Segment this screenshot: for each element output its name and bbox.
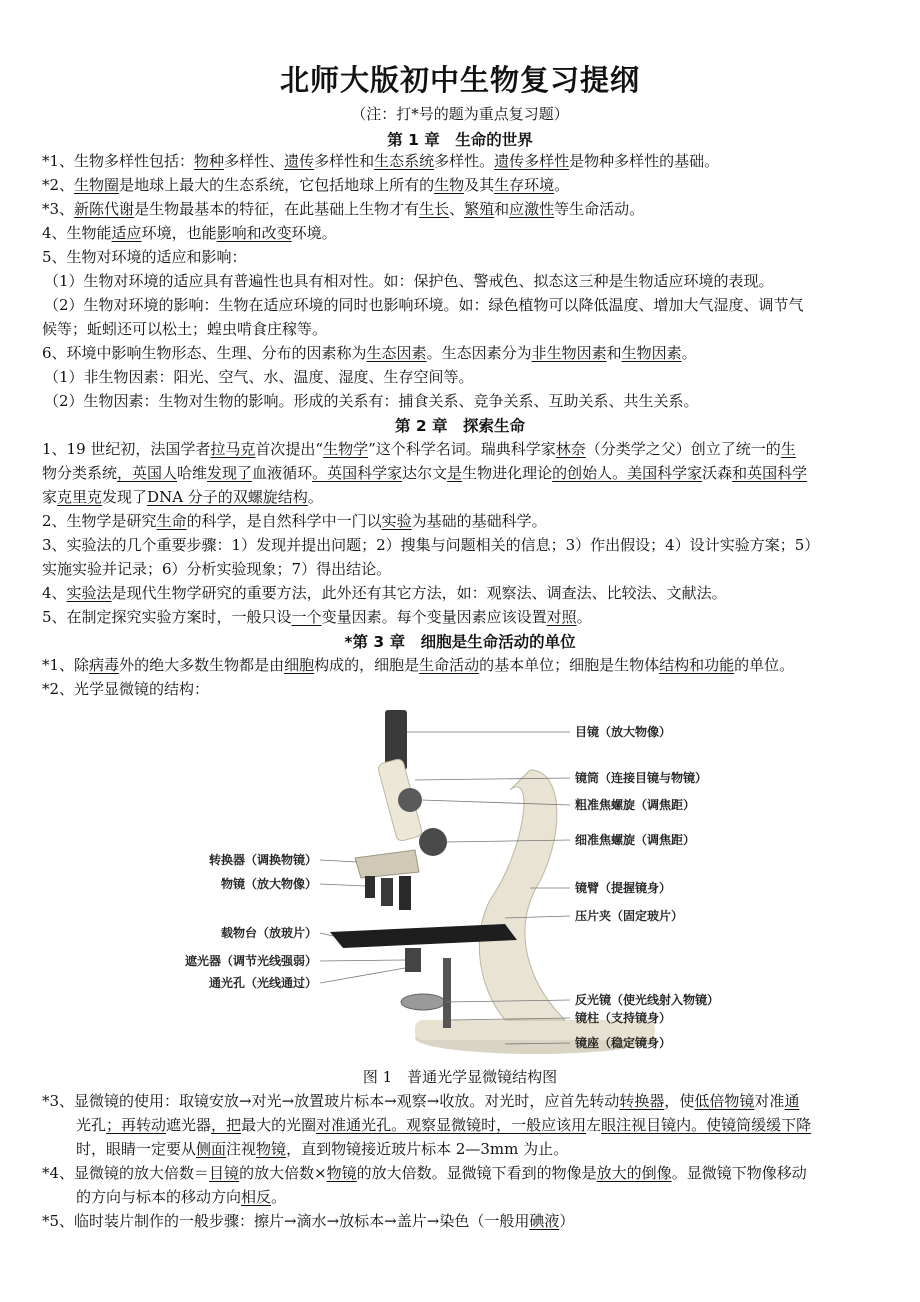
key-term: ，英国人	[117, 464, 178, 482]
key-term: 细胞	[284, 656, 315, 674]
key-term: 物种	[194, 152, 225, 170]
page-note: （注：打*号的题为重点复习题）	[351, 105, 569, 123]
text-line	[42, 510, 880, 532]
text-segment: 多样性和	[314, 152, 375, 170]
label-nosepiece: 转换器（调换物镜）	[208, 853, 317, 867]
text-line	[42, 1090, 880, 1112]
text-segment: *1、生物多样性包括：	[42, 152, 195, 170]
text-segment: 。生态因素分为	[426, 344, 532, 362]
text-segment: ，使	[664, 1092, 695, 1110]
text-segment: 对准	[754, 1092, 785, 1110]
text-segment: *5、临时装片制作的一般步骤：擦片→滴水→放标本→盖片→染色（一般用	[42, 1212, 530, 1230]
text-line	[42, 654, 880, 676]
microscope-figure	[184, 700, 725, 1060]
text-segment: 。	[576, 608, 592, 626]
key-term: 繁殖	[464, 200, 495, 218]
text-segment: *3、	[42, 200, 75, 218]
key-term: 适应	[111, 224, 142, 242]
label-base: 镜座（稳定镜身）	[575, 1036, 672, 1050]
key-term: 拉马克	[210, 440, 256, 458]
text-segment: 血液循环	[252, 464, 313, 482]
text-segment: 。	[554, 176, 570, 194]
key-term: 侧面	[196, 1140, 227, 1158]
text-segment: 的方向与标本的移动方向	[76, 1188, 242, 1206]
text-segment: 变量因素。每个变量因素应该设置	[321, 608, 547, 626]
key-term: 一个	[291, 608, 322, 626]
key-term: 生命活动	[419, 656, 480, 674]
fine-knob	[419, 828, 447, 856]
key-term: 实验法	[66, 584, 112, 602]
text-segment: 4、生物能	[42, 224, 112, 242]
label-clip: 压片夹（固定玻片）	[575, 909, 684, 923]
text-segment: 沃森	[702, 464, 733, 482]
text-line	[42, 174, 880, 196]
diaphragm	[405, 948, 421, 972]
text-line: （1）非生物因素：阳光、空气、水、温度、湿度、生存空间等。	[44, 368, 474, 386]
key-term: 碘液	[529, 1212, 560, 1230]
text-segment: *3、显微镜的使用：取镜安放→对光→放置玻片标本→观察→收放。对光时，应首先转动	[42, 1092, 620, 1110]
key-term: 低倍物镜	[694, 1092, 755, 1110]
key-term: 影响和改变	[216, 224, 292, 242]
label-coarse-knob: 粗准焦螺旋（调焦距）	[575, 798, 696, 812]
text-segment: 家	[42, 488, 58, 506]
text-segment: 的基本单位；细胞是生物体	[479, 656, 660, 674]
key-term: 结构和功能	[659, 656, 735, 674]
text-line	[42, 486, 880, 508]
text-segment: 外的绝大多数生物都是由	[119, 656, 285, 674]
key-term: 通	[784, 1092, 800, 1110]
text-line	[42, 462, 880, 484]
key-term: 。英国科学家	[312, 464, 403, 482]
text-line: 实施实验并记录；6）分析实验现象；7）得出结论。	[42, 560, 392, 578]
text-segment: 。	[271, 1188, 287, 1206]
text-line	[42, 606, 880, 628]
key-term: ；再转动	[106, 1116, 167, 1134]
label-eyepiece: 目镜（放大物像）	[575, 725, 672, 739]
text-segment: 6、环境中影响生物形态、生理、分布的因素称为	[42, 344, 367, 362]
text-segment: 及其	[464, 176, 495, 194]
text-segment: 哈维	[177, 464, 208, 482]
text-line: 候等；蚯蚓还可以松土；蝗虫啃食庄稼等。	[42, 320, 328, 338]
chapter-2-heading: 第 2 章 探索生命	[394, 417, 526, 435]
key-term: 新陈代谢	[74, 200, 135, 218]
text-segment: 和	[606, 344, 622, 362]
text-segment: 左	[586, 1116, 602, 1134]
text-segment: 发现了	[102, 488, 148, 506]
key-term: 林奈	[555, 440, 586, 458]
text-line	[42, 1162, 880, 1184]
key-term: 病毒	[89, 656, 120, 674]
key-term: 放大的倒像	[596, 1164, 672, 1182]
objective	[399, 876, 411, 910]
text-segment: *4、显微镜的放大倍数＝	[42, 1164, 210, 1182]
objective	[365, 876, 375, 898]
text-segment: 2、生物学是研究	[42, 512, 157, 530]
text-segment: 是地球上最大的生态系统，它包括地球上所有的	[119, 176, 435, 194]
text-line: *2、光学显微镜的结构：	[42, 680, 210, 698]
key-term: 相反	[241, 1188, 272, 1206]
text-segment: 。	[681, 344, 697, 362]
nosepiece	[355, 850, 419, 878]
label-fine-knob: 细准焦螺旋（调焦距）	[575, 833, 696, 847]
text-segment: 的科学，是自然科学中一门以	[186, 512, 382, 530]
objective	[381, 878, 393, 906]
text-segment: 、	[449, 200, 465, 218]
chapter-1-heading: 第 1 章 生命的世界	[387, 131, 533, 149]
text-segment: 。	[307, 488, 323, 506]
text-segment: 。显微镜下物像移动	[671, 1164, 807, 1182]
text-line	[42, 150, 880, 172]
text-segment: 达尔文	[402, 464, 448, 482]
text-line: （2）生物因素：生物对生物的影响。形成的关系有：捕食关系、竞争关系、互助关系、共生关系。	[44, 392, 699, 410]
text-segment: 的放大倍数×	[239, 1164, 327, 1182]
text-segment: ”这个科学名词。瑞典科学家	[368, 440, 556, 458]
text-segment: 和	[494, 200, 510, 218]
key-term: 发现了	[207, 464, 253, 482]
page-title: 北师大版初中生物复习提纲	[279, 63, 640, 97]
text-segment: 多样性、	[224, 152, 285, 170]
text-line	[42, 438, 880, 460]
chapter-3-heading: *第 3 章 细胞是生命活动的单位	[344, 633, 576, 651]
text-segment: 光孔	[76, 1116, 107, 1134]
text-line: 3、实验法的几个重要步骤：1）发现并提出问题；2）搜集与问题相关的信息；3）作出假设；4）设计实验方案；5）	[42, 536, 820, 554]
key-term: 遗传多样性	[494, 152, 570, 170]
key-term: 目镜	[209, 1164, 240, 1182]
text-segment: *2、	[42, 176, 75, 194]
key-term: 物镜	[326, 1164, 357, 1182]
label-tube: 镜筒（连接目镜与物镜）	[575, 771, 708, 785]
text-segment: 为基础的基础科学。	[411, 512, 547, 530]
text-segment: 时，眼睛一定要从	[76, 1140, 197, 1158]
text-segment: （分类学之父）创立了统一的	[585, 440, 781, 458]
text-segment: ）	[559, 1212, 575, 1230]
key-term: 生长	[419, 200, 450, 218]
pillar	[443, 958, 451, 1028]
key-term: 的创始人。美国科学家	[552, 464, 703, 482]
text-line	[42, 222, 880, 244]
text-line: 5、生物对环境的适应和影响：	[42, 248, 247, 266]
key-term: ，把	[211, 1116, 242, 1134]
key-term: 生	[780, 440, 796, 458]
text-line: （1）生物对环境的适应具有普遍性也具有相对性。如：保护色、警戒色、拟态这三种是生物适应环境的表现。	[44, 272, 774, 290]
key-term: 生态因素	[366, 344, 427, 362]
text-segment: *1、除	[42, 656, 90, 674]
text-segment: 多样性。	[434, 152, 495, 170]
text-segment: 环境。	[291, 224, 337, 242]
label-arm: 镜臂（提握镜身）	[575, 881, 672, 895]
key-term: 和英国科学	[732, 464, 808, 482]
label-mirror: 反光镜（使光线射入物镜）	[575, 993, 720, 1007]
key-term: 是	[447, 464, 463, 482]
text-line: （2）生物对环境的影响：生物在适应环境的同时也影响环境。如：绿色植物可以降低温度、增加大气湿度、调节气	[44, 296, 804, 314]
label-aperture: 通光孔（光线通过）	[208, 976, 317, 990]
text-line	[42, 342, 880, 364]
text-segment: 首次提出“	[255, 440, 324, 458]
label-diaphragm: 遮光器（调节光线强弱）	[184, 954, 317, 968]
text-segment: 构成的，细胞是	[314, 656, 420, 674]
text-segment: 是现代生物学研究的重要方法，此外还有其它方法，如：观察法、调查法、比较法、文献法。	[111, 584, 727, 602]
text-segment: 生物进化理论	[462, 464, 553, 482]
key-term: 生物因素	[621, 344, 682, 362]
text-segment: 遮光器	[166, 1116, 212, 1134]
key-term: 物镜	[256, 1140, 287, 1158]
key-term: 生物学	[323, 440, 369, 458]
text-segment: 最大的光圈	[241, 1116, 317, 1134]
key-term: 眼注视目镜内。使镜筒缓缓下降	[601, 1116, 812, 1134]
text-segment: 环境，也能	[141, 224, 217, 242]
text-line	[42, 582, 880, 604]
key-term: DNA 分子的双螺旋结构	[147, 488, 308, 506]
key-term: 转换器	[619, 1092, 665, 1110]
figure-caption: 图 1 普通光学显微镜结构图	[362, 1068, 558, 1086]
mirror	[401, 994, 445, 1010]
key-term: 遗传	[284, 152, 315, 170]
text-line	[42, 1210, 880, 1232]
key-term: 生物圈	[74, 176, 120, 194]
label-pillar: 镜柱（支持镜身）	[575, 1011, 672, 1025]
text-line	[42, 198, 880, 220]
text-segment: 是生物最基本的特征，在此基础上生物才有	[134, 200, 420, 218]
text-line	[76, 1114, 880, 1136]
key-term: 应激性	[509, 200, 555, 218]
text-line	[76, 1186, 880, 1208]
microscope-arm	[479, 770, 565, 1020]
text-line	[76, 1138, 880, 1160]
key-term: 实验	[381, 512, 412, 530]
key-term: 克里克	[57, 488, 103, 506]
key-term: 对照	[546, 608, 577, 626]
text-segment: ，直到物镜接近玻片标本 2—3mm 为止。	[286, 1140, 569, 1158]
label-stage: 载物台（放玻片）	[220, 926, 317, 940]
text-segment: 的放大倍数。显微镜下看到的物像是	[356, 1164, 597, 1182]
text-segment: 的单位。	[734, 656, 795, 674]
label-objective: 物镜（放大物像）	[220, 877, 317, 891]
coarse-knob	[398, 788, 422, 812]
text-segment: 是物种多样性的基础。	[569, 152, 720, 170]
text-segment: 等生命活动。	[554, 200, 645, 218]
key-term: 生物	[434, 176, 465, 194]
text-segment: 注视	[226, 1140, 257, 1158]
text-segment: 物分类系统	[42, 464, 118, 482]
key-term: 生存环境	[494, 176, 555, 194]
text-segment: 4、	[42, 584, 67, 602]
text-segment: 1、19 世纪初，法国学者	[42, 440, 211, 458]
key-term: 生命	[156, 512, 187, 530]
key-term: 对准通光孔。观察显微镜时，一般应该用	[316, 1116, 587, 1134]
key-term: 非生物因素	[531, 344, 607, 362]
text-segment: 5、在制定探究实验方案时，一般只设	[42, 608, 292, 626]
key-term: 生态系统	[374, 152, 435, 170]
